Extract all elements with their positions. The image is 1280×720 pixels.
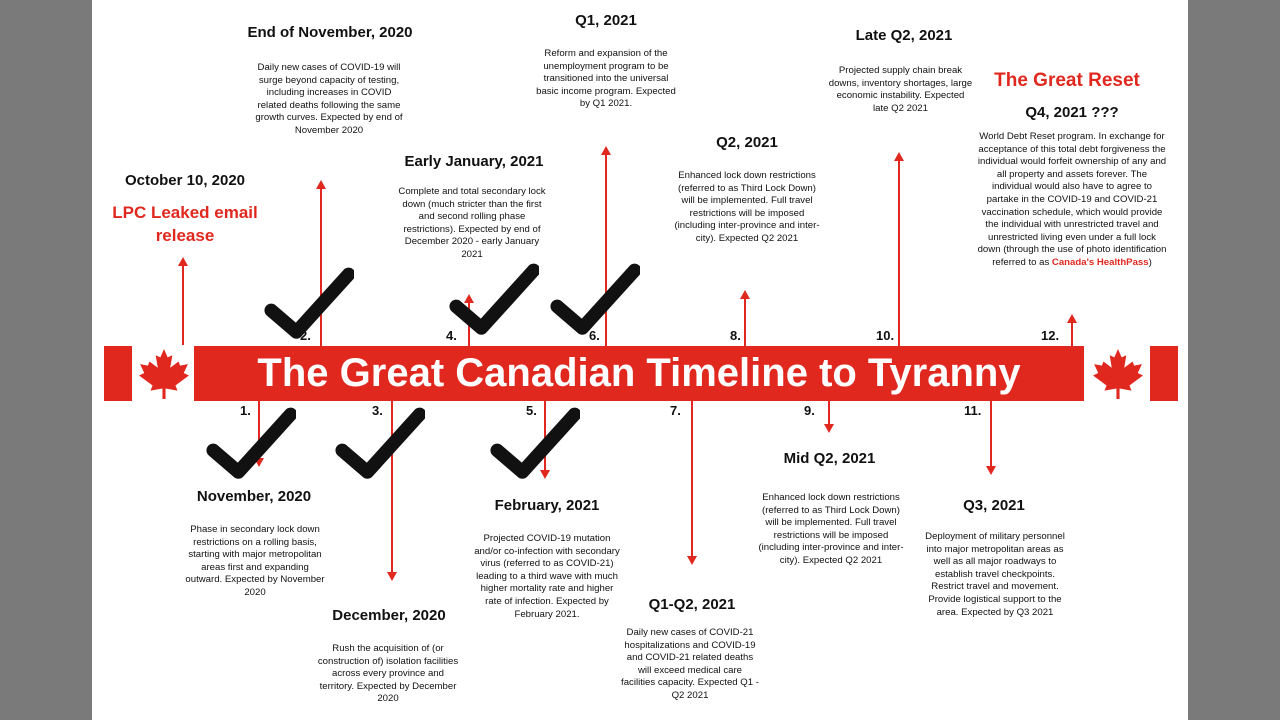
event-4-number: 4.: [446, 328, 457, 343]
event-4-date: Early January, 2021: [404, 153, 544, 170]
maple-leaf-icon: [1091, 348, 1145, 400]
check-mark-icon: [206, 407, 296, 483]
event-5-number: 5.: [526, 403, 537, 418]
event-10-date: Late Q2, 2021: [855, 27, 953, 44]
event-11-arrow: [990, 401, 992, 467]
banner-left-stripe: [104, 346, 132, 401]
event-3-date: December, 2020: [332, 607, 446, 624]
event-11-number: 11.: [964, 403, 982, 418]
event-7-date: Q1-Q2, 2021: [648, 596, 736, 613]
event-6-description: Reform and expansion of the unemployment program to be transitioned into the universal basic income program. Expected by Q1 2021.: [536, 48, 676, 110]
event-6-number: 6.: [589, 328, 600, 343]
event-10-number: 10.: [876, 328, 895, 343]
oct10-label-line2: release: [155, 226, 215, 245]
event-12-description-end: ): [1148, 256, 1152, 268]
event-3-number: 3.: [372, 403, 383, 418]
event-12-date: Q4, 2021 ???: [1025, 104, 1119, 121]
event-7-number: 7.: [670, 403, 681, 418]
event-12-description-text: World Debt Reset program. In exchange for acceptance of this total debt forgiveness the individual would forfeit ownership of any and all property and assets forever. The individual would also have to agree to partake in the COVID-19 and COVID-21 vaccination schedule, which would provide the individual with unrestricted travel and unrestricted living even under a full lock down (through the use of photo identification referred to as: [977, 131, 1167, 268]
event-9-arrow: [828, 401, 830, 425]
maple-leaf-icon: [137, 348, 191, 400]
event-9-date: Mid Q2, 2021: [783, 450, 876, 467]
event-7-description: Daily new cases of COVID-21 hospitalizations and COVID-19 and COVID-21 related deaths will exceed medical care facilities capacity. Expected Q1 - Q2 2021: [621, 627, 759, 701]
event-3-description: Rush the acquisition of (or construction of) isolation facilities across every province and territory. Expected by December 2020: [317, 643, 459, 705]
banner-right-stripe: [1150, 346, 1178, 401]
event-11-date: Q3, 2021: [963, 497, 1025, 514]
timeline-page: [92, 0, 1188, 720]
event-11-description: Deployment of military personnel into major metropolitan areas as well as all major roadways to establish travel checkpoints. Restrict travel and movement. Provide logistical support to the area. Expected by Q3 2021: [925, 531, 1065, 618]
event-12-heading: The Great Reset: [994, 70, 1140, 91]
oct10-label-line1: LPC Leaked email: [112, 203, 258, 222]
event-8-number: 8.: [730, 328, 741, 343]
healthpass-label: Canada's HealthPass: [1051, 256, 1149, 268]
check-mark-icon: [550, 263, 640, 339]
event-5-description: Projected COVID-19 mutation and/or co-infection with secondary virus (referred to as COVID-21) leading to a third wave with much higher mortality rate and higher rate of infection. Expected by February 2021.: [474, 533, 620, 620]
event-10-description: Projected supply chain break downs, inventory shortages, large economic instability. Expected late Q2 2021: [828, 65, 973, 114]
oct10-date: October 10, 2020: [124, 172, 246, 189]
event-1-number: 1.: [240, 403, 251, 418]
event-6-date: Q1, 2021: [575, 12, 637, 29]
event-8-arrow: [744, 298, 746, 346]
event-2-number: 2.: [300, 328, 311, 343]
event-9-description: Enhanced lock down restrictions (referred to as Third Lock Down) will be implemented. Full travel restrictions will be imposed (including inter-province and inter-city). Expected Q2 2021: [758, 492, 904, 566]
event-12-description: [976, 131, 1168, 270]
event-2-description: Daily new cases of COVID-19 will surge beyond capacity of testing, including increases in COVID related deaths following the same growth curves. Expected by end of November 2020: [255, 62, 403, 136]
event-8-description: Enhanced lock down restrictions (referred to as Third Lock Down) will be implemented. Full travel restrictions will be imposed (including inter-province and inter-city). Expected Q2 2021: [674, 170, 820, 244]
event-12-arrow: [1071, 322, 1073, 346]
oct10-arrow: [182, 265, 184, 345]
event-12-number: 12.: [1041, 328, 1060, 343]
event-8-date: Q2, 2021: [716, 134, 778, 151]
check-mark-icon: [490, 407, 580, 483]
event-10-arrow: [898, 160, 900, 346]
event-5-date: February, 2021: [494, 497, 600, 514]
check-mark-icon: [264, 267, 354, 343]
event-2-date: End of November, 2020: [247, 24, 413, 41]
event-4-description: Complete and total secondary lock down (much stricter than the first and second rolling phase restrictions). Expected by end of December 2020 - early January 2021: [398, 186, 546, 260]
event-1-date: November, 2020: [196, 488, 312, 505]
event-7-arrow: [691, 401, 693, 557]
check-mark-icon: [335, 407, 425, 483]
event-9-number: 9.: [804, 403, 815, 418]
check-mark-icon: [449, 263, 539, 339]
banner-title: The Great Canadian Timeline to Tyranny: [257, 351, 1021, 395]
event-1-description: Phase in secondary lock down restrictions on a rolling basis, starting with major metropolitan areas first and expanding outward. Expected by November 2020: [185, 524, 325, 598]
